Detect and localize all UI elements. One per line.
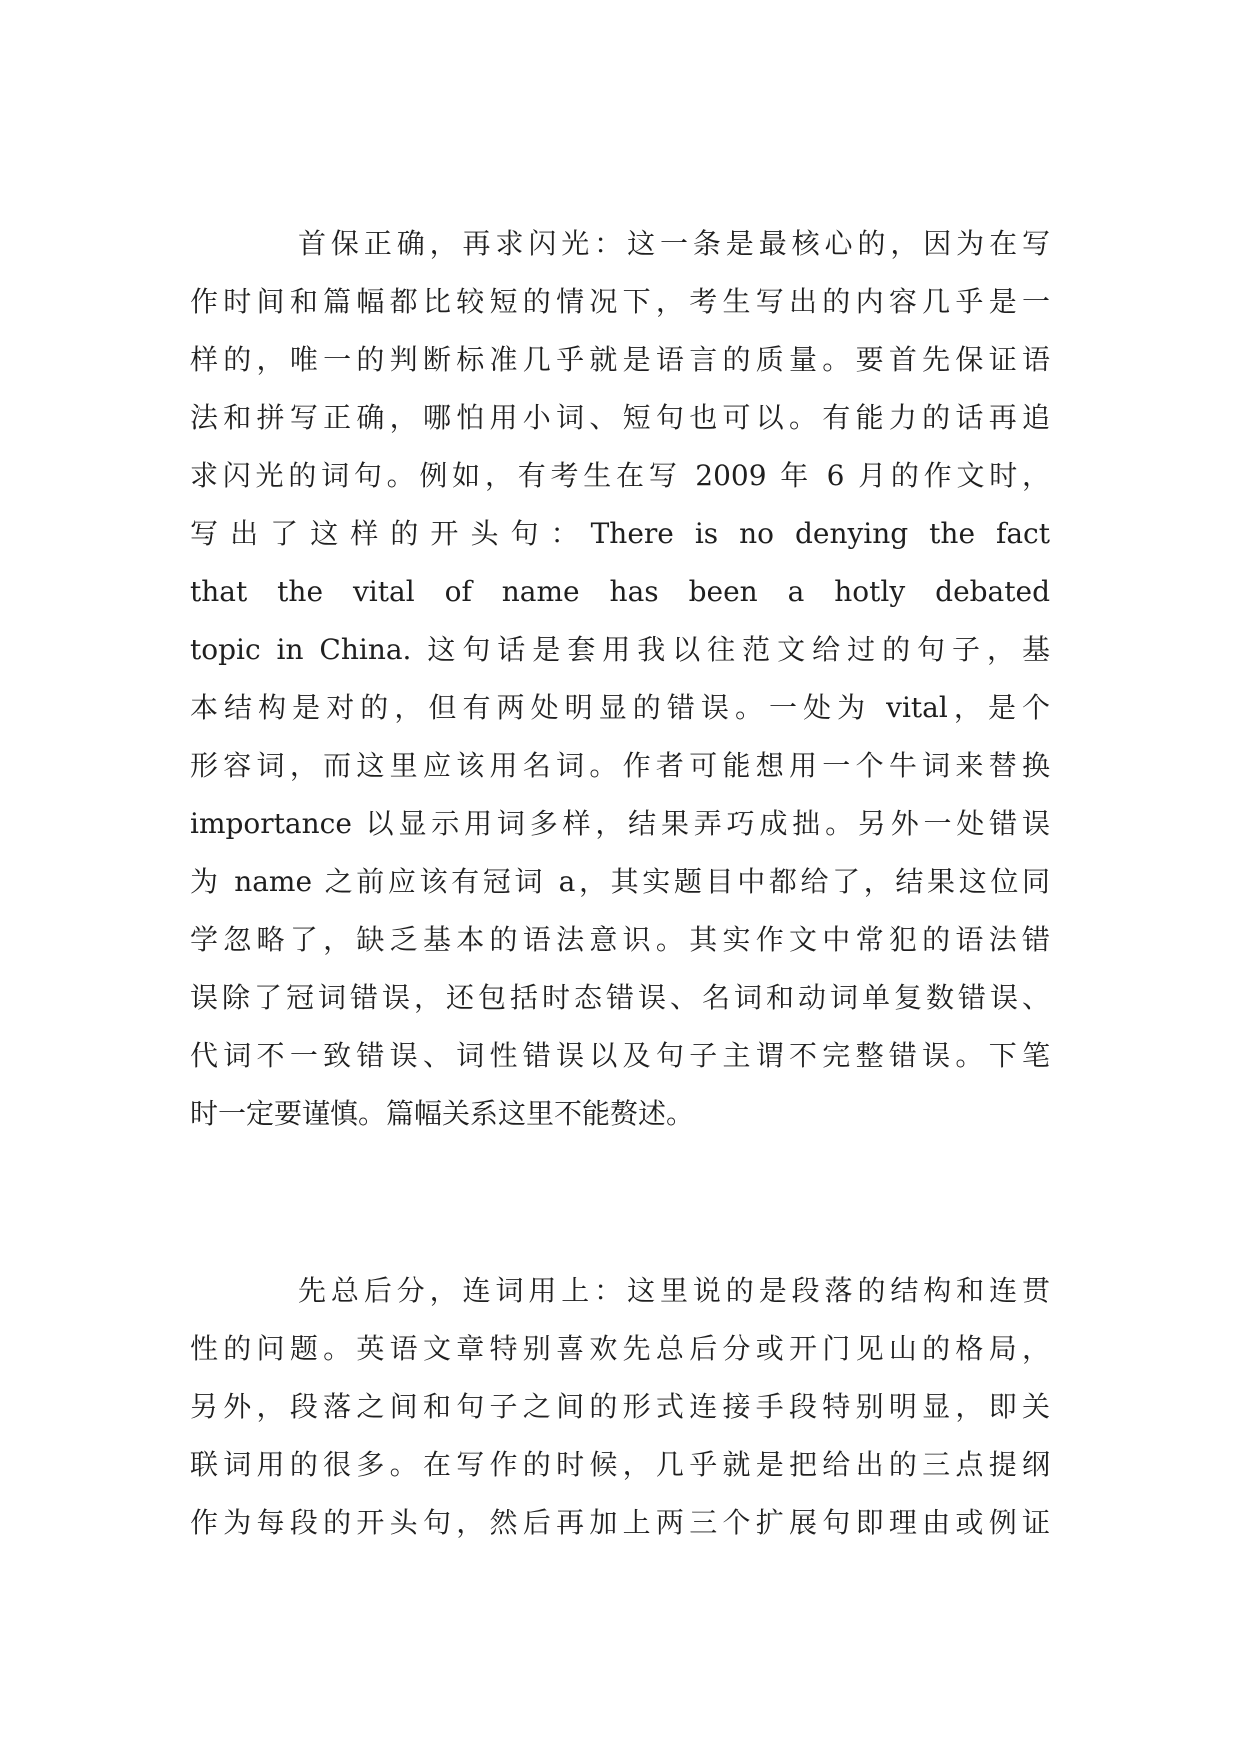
paragraph-line: 作为每段的开头句，然后再加上两三个扩展句即理由或例证 (190, 1506, 1050, 1539)
paragraph-line: 写出了这样的开头句：There is no denying the fact (190, 517, 1050, 550)
paragraph-line: 法和拼写正确，哪怕用小词、短句也可以。有能力的话再追 (190, 401, 1050, 434)
paragraph-line: 先总后分，连词用上：这里说的是段落的结构和连贯 (298, 1274, 1050, 1307)
paragraph-line: 本结构是对的，但有两处明显的错误。一处为 vital，是个 (190, 691, 1050, 724)
paragraph-line: 时一定要谨慎。篇幅关系这里不能赘述。 (190, 1097, 695, 1130)
paragraph-line: 代词不一致错误、词性错误以及句子主谓不完整错误。下笔 (190, 1039, 1050, 1072)
paragraph-structure-first (190, 1262, 1050, 1552)
paragraph-line: 样的，唯一的判断标准几乎就是语言的质量。要首先保证语 (190, 343, 1050, 376)
paragraph-line: topic in China. 这句话是套用我以往范文给过的句子，基 (190, 633, 1050, 666)
paragraph-line: that the vital of name has been a hotly debated (190, 575, 1050, 608)
paragraph-line: 另外，段落之间和句子之间的形式连接手段特别明显，即关 (190, 1390, 1050, 1423)
paragraph-line: 求闪光的词句。例如，有考生在写 2009 年 6 月的作文时， (190, 459, 1050, 492)
paragraph-line: 首保正确，再求闪光：这一条是最核心的，因为在写 (298, 227, 1050, 260)
paragraph-line: importance 以显示用词多样，结果弄巧成拙。另外一处错误 (190, 807, 1050, 840)
paragraph-line: 学忽略了，缺乏基本的语法意识。其实作文中常犯的语法错 (190, 923, 1050, 956)
paragraph-line: 形容词，而这里应该用名词。作者可能想用一个牛词来替换 (190, 749, 1050, 782)
paragraph-line: 为 name 之前应该有冠词 a，其实题目中都给了，结果这位同 (190, 865, 1050, 898)
paragraph-line: 性的问题。英语文章特别喜欢先总后分或开门见山的格局， (190, 1332, 1050, 1365)
paragraph-line: 误除了冠词错误，还包括时态错误、名词和动词单复数错误、 (190, 981, 1050, 1014)
paragraph-line: 联词用的很多。在写作的时候，几乎就是把给出的三点提纲 (190, 1448, 1050, 1481)
paragraph-accuracy-first (190, 215, 1050, 1143)
paragraph-line: 作时间和篇幅都比较短的情况下，考生写出的内容几乎是一 (190, 285, 1050, 318)
